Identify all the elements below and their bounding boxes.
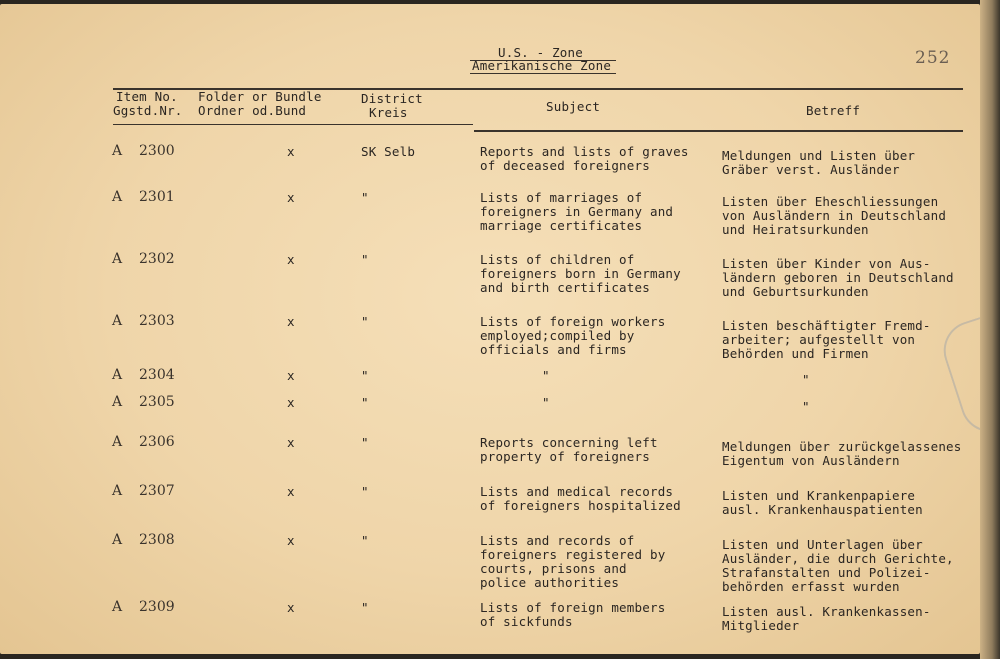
betreff-line: Listen beschäftigter Fremd- — [722, 318, 931, 333]
zone-title: U.S. - Zone — [498, 45, 583, 60]
district-cell: " — [361, 190, 369, 205]
item-prefix: A — [112, 251, 123, 267]
betreff-line: Behörden und Firmen — [722, 346, 869, 361]
item-prefix: A — [112, 313, 123, 329]
betreff-line: und Heiratsurkunden — [722, 222, 869, 237]
betreff-line: Strafanstalten und Polizei- — [722, 565, 931, 580]
zone-underline-2 — [470, 73, 616, 74]
item-number: 2307 — [139, 483, 175, 499]
item-prefix: A — [112, 367, 123, 383]
subject-line: marriage certificates — [480, 218, 643, 233]
col-header-betreff: Betreff — [806, 103, 861, 118]
betreff-line: arbeiter; aufgestellt von — [722, 332, 916, 347]
folder-mark: x — [287, 144, 295, 159]
district-cell: SK Selb — [361, 144, 416, 159]
betreff-line: behörden erfasst wurden — [722, 579, 900, 594]
subject-line: of deceased foreigners — [480, 158, 650, 173]
subject-line: Lists and records of — [480, 533, 635, 548]
paper-clip — [936, 312, 980, 440]
col-header-item-de: Ggstd.Nr. — [113, 103, 183, 118]
betreff-line: Listen über Eheschliessungen — [722, 194, 939, 209]
subject-line: foreigners born in Germany — [480, 266, 681, 281]
subject-line: Lists of foreign members — [480, 600, 666, 615]
district-cell: " — [361, 368, 369, 383]
subject-line: Lists of children of — [480, 252, 635, 267]
item-number: 2309 — [139, 599, 175, 615]
betreff-line: ländern geboren in Deutschland — [722, 270, 954, 285]
folder-mark: x — [287, 314, 295, 329]
betreff-line: von Ausländern in Deutschland — [722, 208, 947, 223]
col-header-folder-en: Folder or Bundle — [198, 89, 322, 104]
item-prefix: A — [112, 434, 123, 450]
item-prefix: A — [112, 189, 123, 205]
folder-mark: x — [287, 190, 295, 205]
subject-line: foreigners registered by — [480, 547, 666, 562]
subject-line: and birth certificates — [480, 280, 650, 295]
district-cell: " — [361, 314, 369, 329]
header-bottom-rule-left — [113, 124, 473, 125]
folder-mark: x — [287, 600, 295, 615]
subject-line: Lists and medical records — [480, 484, 674, 499]
item-prefix: A — [112, 599, 123, 615]
betreff-line: ausl. Krankenhauspatienten — [722, 502, 923, 517]
subject-line: Reports and lists of graves — [480, 144, 689, 159]
col-header-item-en: Item No. — [116, 89, 178, 104]
folder-mark: x — [287, 368, 295, 383]
betreff-line: Listen ausl. Krankenkassen- — [722, 604, 931, 619]
subject-line: foreigners in Germany and — [480, 204, 674, 219]
district-cell: " — [361, 600, 369, 615]
binding-edge — [980, 0, 1000, 659]
betreff-line: Mitglieder — [722, 618, 800, 633]
zone-subtitle: Amerikanische Zone — [472, 58, 612, 73]
subject-line: officials and firms — [480, 342, 627, 357]
subject-line: Reports concerning left — [480, 435, 658, 450]
item-prefix: A — [112, 532, 123, 548]
document-page — [0, 4, 980, 654]
betreff-line: Listen und Unterlagen über — [722, 537, 923, 552]
betreff-line: Listen und Krankenpapiere — [722, 488, 916, 503]
folder-mark: x — [287, 484, 295, 499]
subject-line: employed;compiled by — [480, 328, 635, 343]
district-cell: " — [361, 484, 369, 499]
betreff-line: " — [802, 399, 810, 414]
subject-line: of sickfunds — [480, 614, 573, 629]
item-number: 2301 — [139, 189, 175, 205]
item-number: 2300 — [139, 143, 175, 159]
item-prefix: A — [112, 143, 123, 159]
betreff-line: Meldungen und Listen über — [722, 148, 916, 163]
item-number: 2306 — [139, 434, 175, 450]
page-number: 252 — [915, 48, 951, 68]
subject-line: courts, prisons and — [480, 561, 627, 576]
district-cell: " — [361, 252, 369, 267]
betreff-line: Eigentum von Ausländern — [722, 453, 900, 468]
subject-line: of foreigners hospitalized — [480, 498, 681, 513]
item-number: 2305 — [139, 394, 175, 410]
item-prefix: A — [112, 394, 123, 410]
district-cell: " — [361, 533, 369, 548]
item-number: 2308 — [139, 532, 175, 548]
subject-line: Lists of foreign workers — [480, 314, 666, 329]
betreff-line: Listen über Kinder von Aus- — [722, 256, 931, 271]
col-header-district-de: Kreis — [369, 105, 408, 120]
item-number: 2302 — [139, 251, 175, 267]
district-cell: " — [361, 395, 369, 410]
subject-line: " — [542, 368, 550, 383]
betreff-line: Meldungen über zurückgelassenes — [722, 439, 962, 454]
betreff-line: Ausländer, die durch Gerichte, — [722, 551, 954, 566]
betreff-line: Gräber verst. Ausländer — [722, 162, 900, 177]
item-number: 2304 — [139, 367, 175, 383]
item-prefix: A — [112, 483, 123, 499]
item-number: 2303 — [139, 313, 175, 329]
folder-mark: x — [287, 533, 295, 548]
col-header-folder-de: Ordner od.Bund — [198, 103, 307, 118]
col-header-district-en: District — [361, 91, 423, 106]
subject-line: police authorities — [480, 575, 620, 590]
betreff-line: und Geburtsurkunden — [722, 284, 869, 299]
subject-line: property of foreigners — [480, 449, 650, 464]
col-header-subject: Subject — [546, 99, 601, 114]
subject-line: " — [542, 395, 550, 410]
header-bottom-rule-right — [474, 130, 963, 132]
folder-mark: x — [287, 252, 295, 267]
folder-mark: x — [287, 395, 295, 410]
district-cell: " — [361, 435, 369, 450]
subject-line: Lists of marriages of — [480, 190, 643, 205]
betreff-line: " — [802, 372, 810, 387]
folder-mark: x — [287, 435, 295, 450]
